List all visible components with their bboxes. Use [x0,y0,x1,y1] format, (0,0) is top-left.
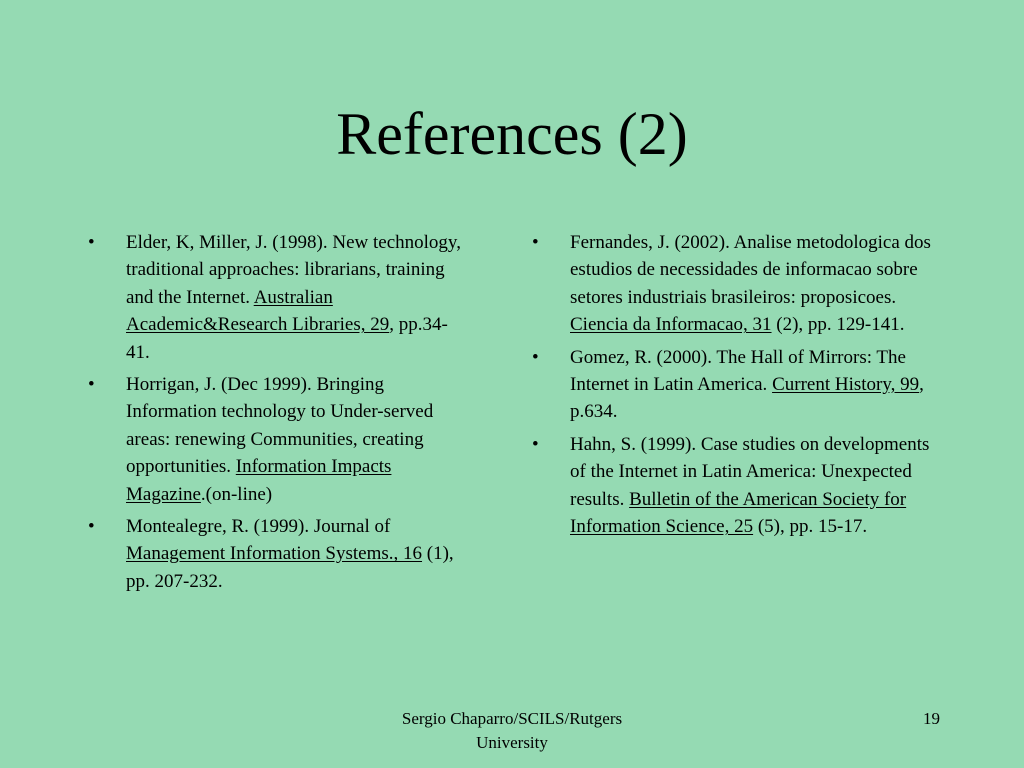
reference-list-left [88,229,468,595]
references-right-column [532,229,932,545]
reference-text: Fernandes, J. (2002). Analise metodologica dos estudios de necessidades de informacao sobre setores industriais brasileiros: proposicoes. [570,232,931,308]
reference-text: .(on-line) [200,483,273,505]
reference-item-gomez [532,344,932,426]
reference-link[interactable]: Current History, 99 [772,374,920,396]
reference-text: Elder, K, Miller, J. (1998). New technology, traditional approaches: librarians, training and the Internet. [126,232,461,308]
reference-text: Montealegre, R. (1999). Journal of [126,516,391,538]
reference-text: Horrigan, J. (Dec 1999). Bringing Information technology to Under-served areas: renewing Communities, creating opportunities. [126,374,434,478]
reference-item-hahn [532,431,932,541]
reference-text: , pp.34-41. [126,314,448,363]
reference-item-montealegre [88,513,468,595]
reference-text: (5), pp. 15-17. [753,516,868,538]
reference-text: (2), pp. 129-141. [771,314,905,336]
reference-link[interactable]: Ciencia da Informacao, 31 [570,314,772,336]
slide-number: 19 [923,709,940,728]
reference-item-elder [88,229,468,366]
reference-text: Gomez, R. (2000). The Hall of Mirrors: The Internet in Latin America. [570,346,906,396]
reference-text: Hahn, S. (1999). Case studies on developments of the Internet in Latin America: Unexpected results. [570,433,930,510]
reference-item-horrigan [88,371,468,508]
reference-text: (1), pp. 207-232. [126,543,454,592]
references-left-column [88,229,468,600]
reference-item-fernandes [532,229,932,339]
reference-link[interactable]: Australian Academic&Research Libraries, 29 [126,286,390,336]
reference-text: , p.634. [570,374,924,423]
reference-link[interactable]: Management Information Systems., 16 [126,543,423,565]
reference-link[interactable]: Information Impacts Magazine [126,456,392,505]
reference-link[interactable]: Bulletin of the American Society for Information Science, 25 [570,488,907,538]
reference-list-right [532,229,932,540]
slide-footer: Sergio Chaparro/SCILS/Rutgers University [401,709,623,752]
slide-title: References (2) [336,101,688,167]
